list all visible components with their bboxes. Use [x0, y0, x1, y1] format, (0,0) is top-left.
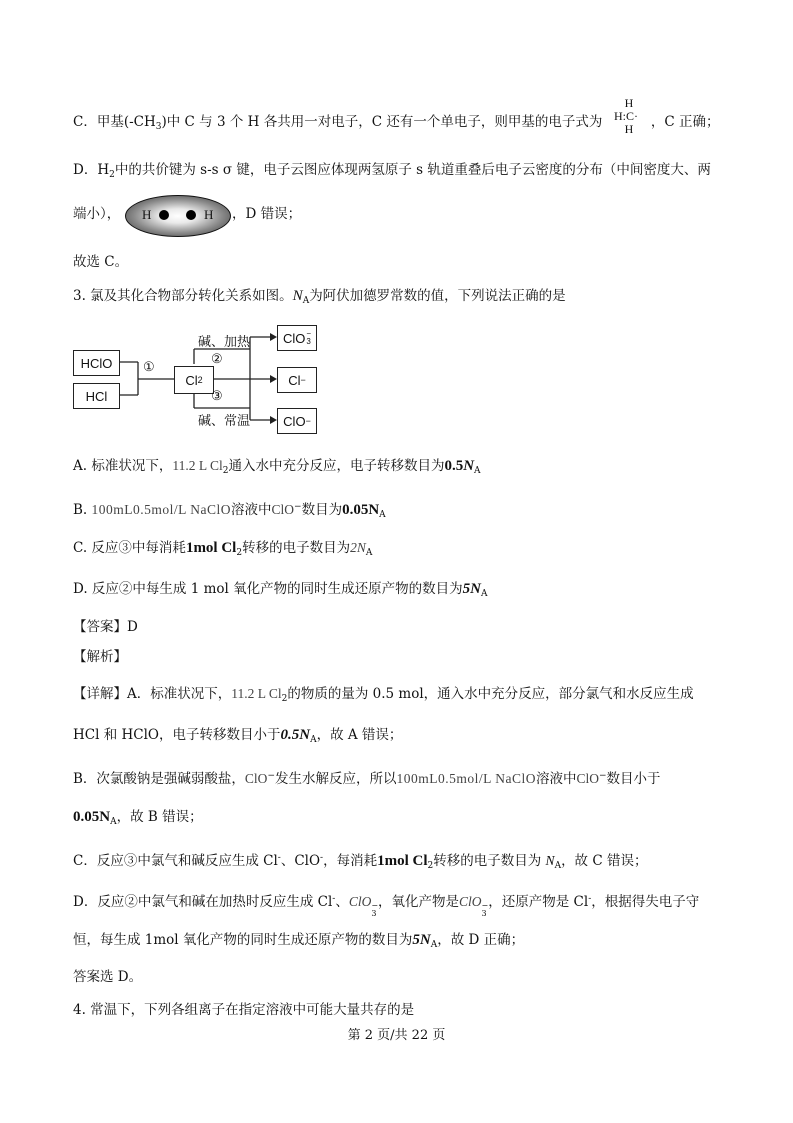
text: C. 反应③中每消耗	[73, 540, 186, 556]
h-c-row: H:C·	[614, 109, 638, 123]
subscript: 2	[281, 694, 288, 704]
option-b	[73, 497, 386, 525]
text: 端小），	[73, 206, 121, 222]
superscript: −	[599, 771, 607, 781]
explain-b-1	[73, 766, 661, 789]
h-top: H	[624, 96, 634, 110]
text: 恒，每生成 1mol 氧化产物的同时生成还原产物的数目为	[73, 932, 413, 948]
box-clo-minus	[277, 408, 317, 434]
subscript: A	[554, 861, 562, 871]
text: ，根据得失电子守	[591, 894, 700, 910]
superscript: −	[294, 502, 302, 512]
text: C．反应③中氯气和碱反应生成 Cl	[73, 853, 278, 869]
subscript: 3	[371, 909, 377, 918]
question-4: 4. 常温下，下列各组离子在指定溶液中可能大量共存的是	[73, 1002, 415, 1018]
box-cl2	[174, 366, 214, 394]
value: 0.5	[444, 458, 464, 474]
ion: ClO	[459, 894, 482, 909]
text: 转移的电子数目为	[433, 853, 546, 869]
choose-c: 故选 C。	[73, 254, 129, 270]
text: 、	[335, 894, 349, 910]
h-bottom: H	[624, 122, 634, 136]
box-hcl: HCl	[73, 383, 120, 409]
text: 溶液中	[231, 502, 272, 518]
text: A. 标准状况下，	[73, 458, 173, 474]
text: 发生水解反应，所以	[274, 771, 397, 787]
text: ，故 A 错误；	[316, 727, 403, 743]
text: ，故 B 错误；	[116, 809, 203, 825]
text: 【详解】A．标准状况下，	[73, 686, 232, 702]
text: ，每消耗	[323, 853, 378, 869]
value: 0.05N	[342, 502, 380, 518]
value: 5N	[412, 932, 431, 948]
text: HCl 和 HClO，电子转移数目小于	[73, 727, 281, 743]
ion: ClO	[576, 771, 599, 786]
subscript: A	[379, 510, 386, 520]
option-a	[73, 456, 481, 481]
text: B．次氯酸钠是强碱弱酸盐，	[73, 771, 245, 787]
text: D. 反应②中每生成 1 mol 氧化产物的同时生成还原产物的数目为	[73, 581, 463, 597]
text: 转移的电子数目为	[242, 540, 351, 556]
value: 0.5N	[280, 727, 311, 743]
superscript: −	[481, 901, 489, 910]
subscript: 2	[427, 861, 434, 871]
na-symbol: N	[292, 288, 303, 304]
value: 0.05N	[73, 809, 111, 825]
na-symbol: N	[463, 458, 475, 474]
step-2-label: ②	[211, 352, 223, 367]
quantity: 1mol Cl	[377, 853, 428, 869]
text: ，氧化产物是	[378, 894, 460, 910]
answer-choose-d: 答案选 D。	[73, 969, 143, 985]
text: 3. 氯及其化合物部分转化关系如图。	[73, 288, 293, 304]
text: 的物质的量为 0.5 mol，通入水中充分反应，部分氯气和水反应生成	[287, 686, 694, 702]
text: 为阿伏加德罗常数的值，下列说法正确的是	[309, 288, 566, 304]
superscript: -	[320, 853, 324, 863]
box-cl-minus	[277, 367, 317, 393]
ion: ClO	[244, 771, 268, 786]
quantity: 100mL0.5mol/L NaClO	[396, 771, 536, 786]
text: ，故 D 正确；	[437, 932, 525, 948]
h-label-right: H	[204, 207, 214, 222]
ion: ClO	[271, 502, 295, 517]
subscript: A	[474, 466, 481, 476]
text: 数目为	[301, 502, 343, 518]
text: D．H	[73, 162, 110, 178]
text: B.	[73, 502, 88, 518]
subscript: 3	[481, 909, 487, 918]
ion: ClO	[348, 894, 372, 909]
step-3-label: ③	[211, 389, 223, 404]
subscript: A	[365, 548, 373, 558]
option-d	[73, 579, 487, 604]
text: ，故 C 错误；	[561, 853, 648, 869]
text: 数目小于	[606, 771, 661, 787]
subscript: 2	[197, 375, 203, 385]
answer-label: 【答案】D	[73, 619, 138, 635]
text: ，还原产物是 Cl	[488, 894, 589, 910]
cond-room: 碱、常温	[198, 414, 251, 429]
quantity: 11.2 L Cl	[172, 458, 223, 473]
cond-heat: 碱、加热	[198, 335, 251, 350]
superscript: −	[305, 416, 311, 426]
superscript: -	[588, 894, 592, 904]
text: Cl	[185, 372, 198, 388]
na-symbol: N	[545, 853, 555, 868]
quantity: 11.2 L Cl	[231, 686, 282, 701]
explain-d-2	[73, 930, 524, 955]
explain-a-2	[73, 725, 402, 750]
text: 溶液中	[535, 771, 577, 787]
subscript: 2	[109, 170, 115, 180]
step-1-label: ①	[143, 360, 155, 375]
explain-c	[73, 848, 647, 876]
text: ClO	[283, 413, 306, 429]
subscript: A	[430, 940, 438, 950]
subscript: 3	[306, 337, 311, 346]
option-c	[73, 538, 372, 563]
text: D．反应②中氯气和碱在加热时反应生成 Cl	[73, 894, 333, 910]
subscript: A	[110, 817, 117, 827]
analysis-label: 【解析】	[73, 649, 127, 665]
page-footer: 第 2 页/共 22 页	[347, 1028, 446, 1043]
text: Cl	[288, 372, 301, 388]
subscript: 2	[236, 548, 243, 558]
explain-a-1	[73, 684, 694, 709]
value: 5N	[462, 581, 481, 597]
subscript: 2	[222, 466, 229, 476]
subscript: A	[310, 735, 317, 745]
text: )中 C 与 3 个 H 各共用一对电子，C 还有一个单电子，则甲基的电子式为	[161, 114, 603, 130]
text: ，C 正确；	[650, 114, 720, 130]
text: 中的共价键为 s-s σ 键，电子云图应体现两氢原子 s 轨道重叠后电子云密度的分布（中间密度大、两	[114, 162, 711, 178]
h-label-left: H	[142, 207, 152, 222]
value: 2N	[350, 540, 366, 555]
superscript: -	[277, 853, 281, 863]
superscript: -	[332, 894, 336, 904]
box-hclo: HClO	[73, 350, 120, 376]
subscript: 3	[155, 122, 162, 132]
quantity: 100mL0.5mol/L NaClO	[91, 502, 232, 517]
text: 、ClO	[280, 853, 321, 869]
text: ，D 错误；	[232, 206, 302, 222]
text: 通入水中充分反应，电子转移数目为	[228, 458, 445, 474]
explain-b-2	[73, 807, 203, 832]
subscript: A	[302, 296, 310, 306]
text: C．甲基(-CH	[73, 114, 156, 130]
quantity: 1mol Cl	[185, 540, 237, 556]
superscript: −	[267, 771, 275, 781]
text: ClO	[282, 330, 306, 346]
superscript: −	[371, 901, 379, 910]
box-clo3	[277, 325, 317, 351]
explain-d-1	[73, 889, 699, 918]
superscript: −	[306, 329, 312, 338]
subscript: A	[480, 589, 488, 599]
superscript: −	[300, 375, 306, 385]
